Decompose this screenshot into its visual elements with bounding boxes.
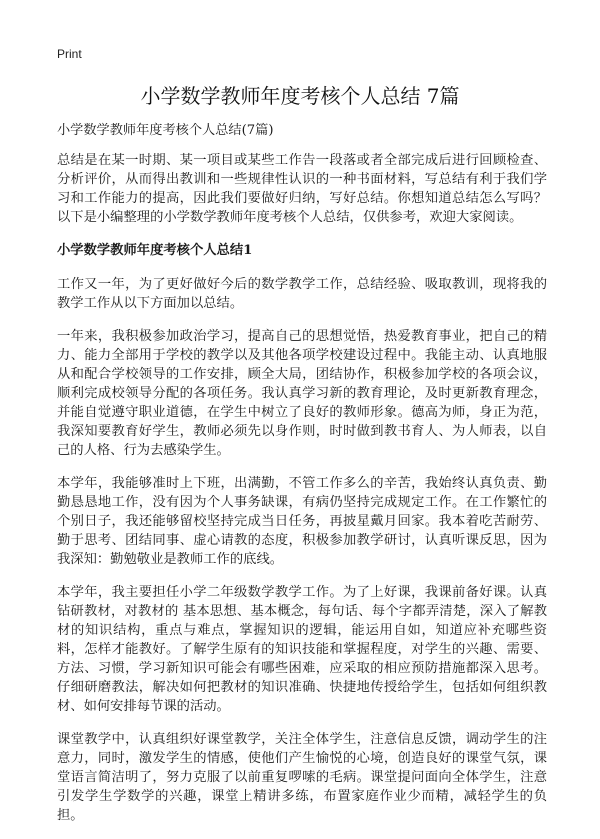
body-paragraph: 本学年，我主要担任小学二年级数学教学工作。为了上好课，我课前备好课。认真钻研教材，对教材的 基本思想、基本概念，每句话、每个字都弄清楚，深入了解教材的知识结构，重点与难点，掌握知识的逻辑，能运用自如，知道应补充哪些资料，怎样才能教好。了解学生原有的知识技能和掌握程度，对学生的兴趣、需要、方法、习惯，学习新知识可能会有哪些困难，应采取的相应预防措施都深入思考。仔细研磨教法，解决如何把教材的知识准确、快捷地传授给学生，包括如何组织教材、如何安排每节课的活动。 — [57, 585, 547, 714]
print-link[interactable]: Print — [57, 47, 82, 61]
document-subtitle: 小学数学教师年度考核个人总结(7篇) — [57, 123, 274, 138]
body-paragraph: 课堂教学中，认真组织好课堂教学，关注全体学生，注意信息反馈，调动学生的注意力，同时，激发学生的情感，使他们产生愉悦的心境，创造良好的课堂气氛，课堂语言简洁明了，努力克服了以前重复啰嗦的毛病。课堂提问面向全体学生，注意引发学生学数学的兴趣，课堂上精讲多练，布置家庭作业少而精，减轻学生的负担。 — [57, 732, 547, 823]
page-title: 小学数学教师年度考核个人总结 7篇 — [140, 84, 460, 108]
body-paragraph: 一年来，我积极参加政治学习，提高自己的思想觉悟，热爱教育事业，把自己的精力、能力全部用于学校的教学以及其他各项学校建设过程中。我能主动、认真地服从和配合学校领导的工作安排，顾全大局，团结协作，积极参加学校的各项会议，顺利完成校领导分配的各项任务。我认真学习新的教育理论，及时更新教育理念，并能自觉遵守职业道德，在学生中树立了良好的教师形象。德高为师，身正为范，我深知要教育好学生，教师必须先以身作则，时时做到教书育人、为人师表，以自己的人格、行为去感染学生。 — [57, 329, 547, 458]
body-paragraph: 本学年，我能够准时上下班，出满勤，不管工作多么的辛苦，我始终认真负责、勤勤恳恳地工作，没有因为个人事务缺课，有病仍坚持完成规定工作。在工作繁忙的个别日子，我还能够留校坚持完成当日任务，再披星戴月回家。我本着吃苦耐劳、勤于思考、团结同事、虚心请教的态度，积极参加教学研讨，认真听课反思，因为我深知：勤勉敬业是教师工作的底线。 — [57, 476, 547, 567]
document-body — [57, 151, 547, 839]
section-heading: 小学数学教师年度考核个人总结1 — [57, 243, 253, 258]
intro-paragraph: 总结是在某一时期、某一项目或某些工作告一段落或者全部完成后进行回顾检查、分析评价，从而得出教训和一些规律性认识的一种书面材料，写总结有利于我们学习和工作能力的提高，因此我们要做好归纳，写好总结。你想知道总结怎么写吗？以下是小编整理的小学数学教师年度考核个人总结，仅供参考，欢迎大家阅读。 — [57, 153, 547, 225]
body-paragraph: 工作又一年，为了更好做好今后的数学教学工作，总结经验、吸取教训，现将我的教学工作从以下方面加以总结。 — [57, 277, 547, 311]
